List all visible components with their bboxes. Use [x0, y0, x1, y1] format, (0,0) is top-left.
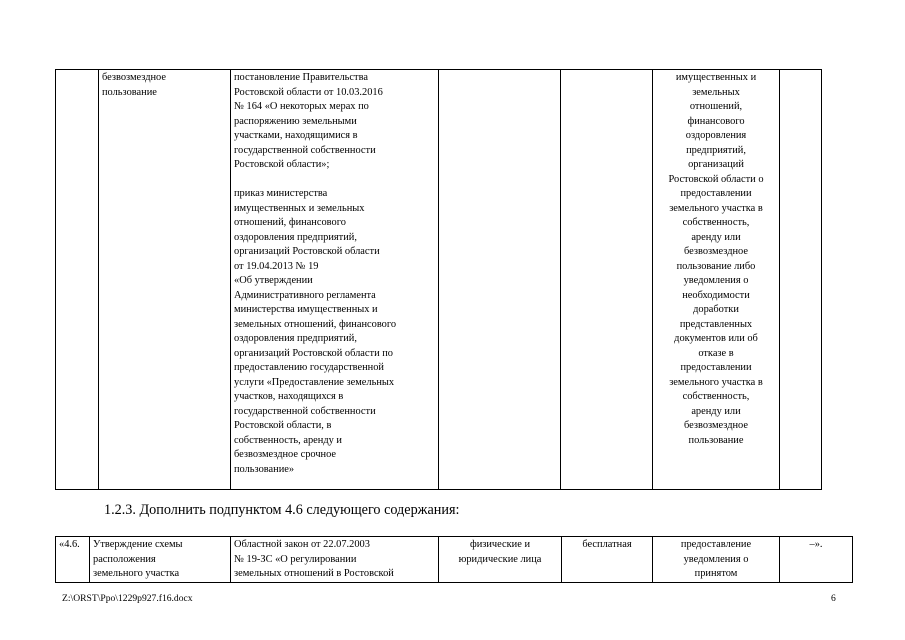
- text-line: государственной собственности: [234, 144, 376, 156]
- text-line: предприятий,: [686, 144, 746, 156]
- legal-basis-resolution: [234, 71, 435, 173]
- text-line: № 19-ЗС «О регулировании: [234, 553, 357, 565]
- services-table-new-row: [55, 536, 853, 583]
- legal-basis-text: [234, 538, 435, 582]
- row-number-cell: «4.6.: [56, 537, 90, 583]
- text-line: пользование»: [234, 463, 295, 475]
- text-line: «Об утверждении: [234, 275, 313, 286]
- fee-cell: бесплатная: [562, 537, 653, 583]
- notes-cell: [780, 70, 822, 490]
- text-line: отношений,: [689, 101, 743, 112]
- text-line: организаций Ростовской области: [234, 246, 380, 257]
- legal-basis-cell: [231, 70, 439, 490]
- row-number-cell: [56, 70, 99, 490]
- text-line: расположения: [93, 553, 156, 565]
- text-line: постановление Правительства: [234, 72, 368, 83]
- text-line: безвозмездное: [102, 72, 166, 83]
- text-line: отношений, финансового: [234, 217, 346, 228]
- text-line: предоставлении: [680, 362, 752, 373]
- text-line: безвозмездное: [684, 420, 748, 431]
- text-line: Областной закон от 22.07.2003: [234, 539, 370, 550]
- text-line: земельного участка: [93, 568, 180, 579]
- text-line: земельного участка в: [669, 376, 763, 388]
- text-line: Ростовской области от 10.03.2016: [234, 86, 383, 98]
- text-line: Ростовской области»;: [234, 159, 330, 170]
- text-line: предоставлению государственной: [234, 362, 384, 373]
- text-line: отказе в: [698, 347, 734, 359]
- legal-basis-order: [234, 187, 435, 477]
- text-line: собственность,: [682, 391, 750, 402]
- text-line: уведомления о: [683, 553, 749, 565]
- text-line: собственность,: [682, 217, 750, 228]
- services-table-continued: [55, 69, 822, 490]
- amendment-paragraph: 1.2.3. Дополнить подпунктом 4.6 следующего содержания:: [104, 502, 460, 518]
- service-name-cell: [99, 70, 231, 490]
- text-line: представленных: [679, 318, 753, 330]
- text-line: уведомления о: [683, 275, 749, 286]
- text-line: необходимости: [682, 289, 750, 301]
- text-line: доработки: [693, 304, 739, 315]
- text-line: пользование: [688, 434, 744, 446]
- text-line: имущественных и земельных: [234, 202, 365, 214]
- text-line: государственной собственности: [234, 405, 376, 417]
- legal-basis-cell: [231, 537, 439, 583]
- applicants-cell: физические и юридические лица: [439, 537, 562, 583]
- text-line: собственность, аренду и: [234, 434, 342, 446]
- text-line: Ростовской области о: [668, 173, 764, 185]
- text-line: министерства имущественных и: [234, 304, 378, 315]
- text-line: пользование либо: [676, 260, 756, 272]
- result-cell: [653, 537, 780, 583]
- text-line: земельных отношений в Ростовской: [234, 568, 394, 579]
- text-line: предоставление: [680, 539, 752, 550]
- text-line: пользование: [102, 86, 157, 98]
- text-line: Ростовской области, в: [234, 420, 332, 431]
- service-name-cell: [90, 537, 231, 583]
- fee-cell: [561, 70, 653, 490]
- text-line: безвозмездное: [684, 246, 748, 257]
- result-text: [656, 71, 776, 448]
- text-line: имущественных и: [675, 72, 757, 83]
- text-line: оздоровления предприятий,: [234, 231, 357, 243]
- text-line: безвозмездное срочное: [234, 449, 337, 460]
- text-line: оздоровления предприятий,: [234, 333, 357, 344]
- text-line: земельных: [692, 86, 740, 98]
- text-line: Административного регламента: [234, 289, 376, 301]
- text-line: от 19.04.2013 № 19: [234, 260, 319, 272]
- text-line: участками, находящимися в: [234, 130, 358, 141]
- applicants-cell: [439, 70, 561, 490]
- text-line: предоставлении: [680, 188, 752, 199]
- text-line: земельного участка в: [669, 202, 763, 214]
- text-line: земельных отношений, финансового: [234, 318, 397, 330]
- closing-mark-cell: –».: [780, 537, 853, 583]
- text-line: организаций: [688, 159, 744, 170]
- page-number: 6: [831, 593, 836, 604]
- text-line: распоряжению земельными: [234, 115, 357, 127]
- text-line: документов или об: [674, 333, 758, 344]
- text-line: финансового: [687, 115, 745, 127]
- result-cell: [653, 70, 780, 490]
- text-line: № 164 «О некоторых мерах по: [234, 101, 369, 112]
- text-line: аренду или: [691, 231, 741, 243]
- text-line: услуги «Предоставление земельных: [234, 376, 395, 388]
- text-line: Утверждение схемы: [93, 539, 183, 550]
- text-line: оздоровления: [685, 130, 747, 141]
- table-row: [56, 70, 822, 490]
- text-line: участков, находящихся в: [234, 391, 344, 402]
- result-text: [656, 538, 776, 582]
- service-name-text: [93, 538, 227, 582]
- text-line: аренду или: [691, 405, 741, 417]
- file-path: Z:\ORST\Ppo\1229p927.f16.docx: [62, 593, 193, 604]
- service-name-text: [102, 71, 227, 100]
- text-line: приказ министерства: [234, 188, 328, 199]
- table-row: [56, 537, 853, 583]
- text-line: принятом: [694, 568, 738, 579]
- text-line: организаций Ростовской области по: [234, 347, 393, 359]
